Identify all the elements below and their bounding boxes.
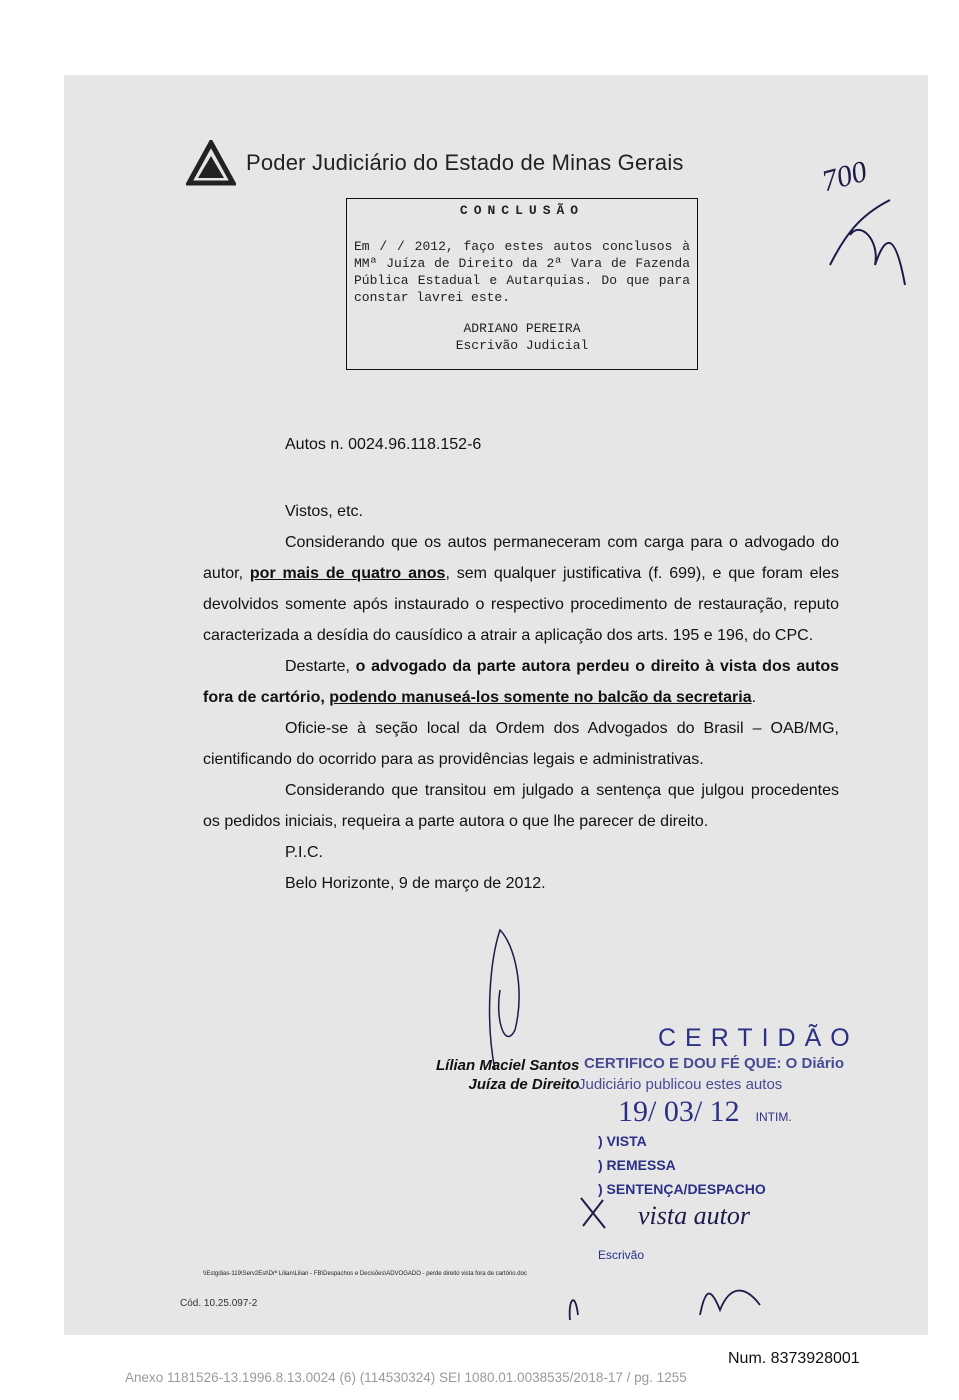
paragraph-considerando-2: Considerando que transitou em julgado a sentença que julgou procedentes os pedidos iniciais, requeira a parte autora o que lhe parecer de direito.	[203, 782, 839, 830]
certidao-date: 19/ 03/ 12	[618, 1095, 740, 1128]
document-number: Num. 8373928001	[728, 1350, 860, 1367]
certidao-handwritten-note: vista autor	[638, 1201, 750, 1230]
conclusao-signer-name: ADRIANO PEREIRA	[463, 321, 581, 336]
p3-text-c: .	[751, 689, 757, 706]
certidao-line-2: Judiciário publicou estes autos	[578, 1076, 783, 1093]
margin-initials-scribble	[820, 195, 915, 295]
conclusao-text: Em / / 2012, faço estes autos conclusos à MMª Juíza de Direito da 2ª Vara de Fazenda Pública Estadual e Autarquias. Do que para constar lavrei este.	[354, 239, 690, 305]
paragraph-pic: P.I.C.	[285, 844, 323, 861]
certidao-check-mark	[578, 1195, 608, 1231]
paragraph-oficie-se: Oficie-se à seção local da Ordem dos Advogados do Brasil – OAB/MG, cientificando do ocorrido para as providências legais e administrativas.	[203, 720, 839, 768]
paragraph-considerando-1	[203, 527, 839, 651]
judge-signature-block	[436, 1056, 579, 1094]
certidao-date-row	[578, 1095, 918, 1129]
margin-page-number: 700	[818, 154, 871, 199]
certidao-escrivao: Escrivão	[598, 1248, 645, 1262]
p2-text-a: Considerando que os autos permaneceram com carga para o advogado do autor,	[203, 534, 839, 582]
judge-role: Juíza de Direito	[468, 1076, 580, 1093]
p3-bold: o advogado da parte autora perdeu o direito à vista dos autos fora de cartório,	[203, 658, 840, 706]
tjmg-logo-icon	[186, 140, 236, 186]
document-file-path: \\Estgdias-119\Serv2Est\Drª Lilian\Lilian - FB\Despachos e Decisões\ADVOGADO - perde direito vista fora de cartório.doc	[203, 1271, 527, 1277]
certidao-line-1: CERTIFICO E DOU FÉ QUE: O Diário	[584, 1055, 845, 1072]
letterhead	[186, 140, 684, 186]
case-number: Autos n. 0024.96.118.152-6	[285, 436, 482, 453]
certidao-stamp	[578, 1024, 918, 1267]
judge-name: Lílian Maciel Santos	[436, 1057, 580, 1074]
annex-reference: Anexo 1181526-13.1996.8.13.0024 (6) (114530324) SEI 1080.01.0038535/2018-17 / pg. 1255	[125, 1370, 687, 1385]
certidao-intim: INTIM.	[755, 1110, 792, 1124]
conclusao-signer	[347, 320, 697, 354]
p3-text-a: Destarte,	[285, 658, 356, 675]
document-code: Cód. 10.25.097-2	[180, 1298, 258, 1309]
decision-body	[203, 496, 839, 899]
conclusao-stamp	[346, 198, 698, 370]
certidao-item-remessa: ) REMESSA	[598, 1157, 676, 1173]
conclusao-title: CONCLUSÃO	[459, 203, 585, 218]
certidao-item-sentenca: ) SENTENÇA/DESPACHO	[598, 1181, 766, 1197]
paragraph-destarte	[203, 651, 839, 713]
p3-bold-underlined: podendo manuseá-los somente no balcão da secretaria	[329, 689, 752, 706]
clerk-initials-scribble	[560, 1270, 780, 1330]
paragraph-date-place: Belo Horizonte, 9 de março de 2012.	[285, 875, 546, 892]
letterhead-title: Poder Judiciário do Estado de Minas Gerais	[246, 150, 684, 175]
paragraph-vistos: Vistos, etc.	[285, 503, 363, 520]
p2-underlined: por mais de quatro anos	[249, 565, 446, 582]
certidao-item-vista: ) VISTA	[598, 1133, 647, 1149]
p2-text-b: , sem qualquer justificativa (f. 699), e que foram eles devolvidos somente após instaurado o respectivo procedimento de restauração, reputo caracterizada a desídia do causídico a atrair a aplicação dos arts. 195 e 196, do CPC.	[203, 565, 840, 644]
conclusao-signer-role: Escrivão Judicial	[455, 338, 589, 353]
certidao-title: CERTIDÃO	[658, 1024, 859, 1052]
